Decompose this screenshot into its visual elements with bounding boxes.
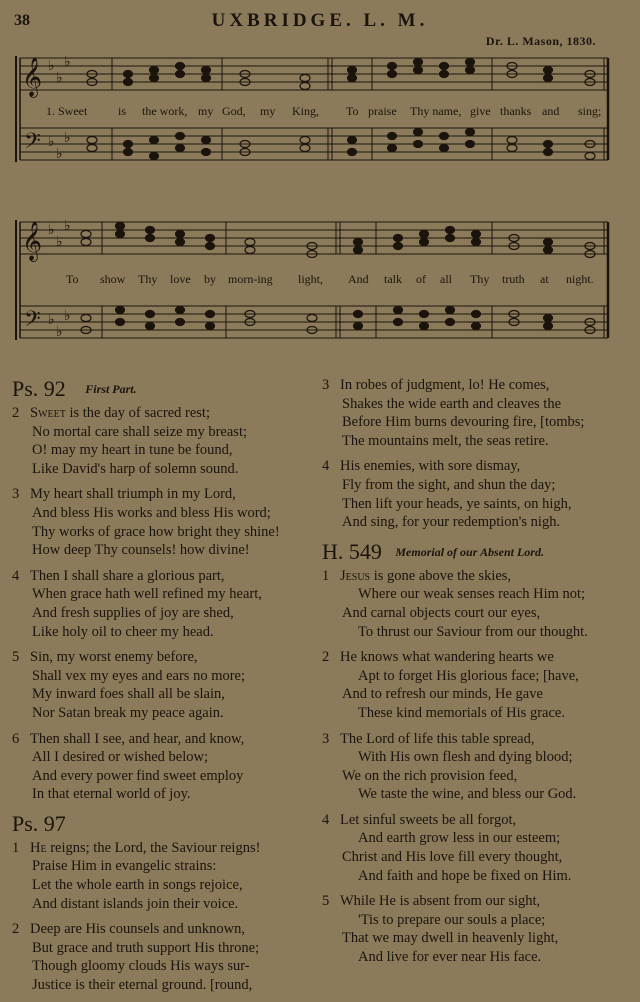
- verse-line: And fresh supplies of joy are shed,: [32, 604, 234, 621]
- hymn-subtitle: First Part.: [85, 382, 137, 396]
- verse-number: 2: [12, 405, 20, 421]
- verse-number: 2: [12, 921, 20, 938]
- svg-text:♭: ♭: [56, 234, 63, 250]
- verse: [12, 567, 312, 641]
- hymn-number: 97: [43, 810, 66, 836]
- verse-line: All I desired or wished below;: [32, 749, 208, 766]
- hymn-label: Ps.: [12, 810, 39, 836]
- page-number: 38: [14, 12, 30, 29]
- hymn-heading-ps97: [12, 811, 312, 837]
- svg-text:♭: ♭: [56, 146, 63, 162]
- verse: [322, 892, 628, 966]
- lyric-syllable: truth: [502, 272, 525, 286]
- verse: [12, 730, 312, 804]
- lyric-syllable: Thy name,: [410, 104, 462, 118]
- verse-line: He knows what wandering hearts we: [340, 649, 554, 666]
- svg-text:♭: ♭: [48, 312, 55, 328]
- verse-number: 4: [322, 458, 330, 475]
- verse-line: No mortal care shall seize my breast;: [32, 423, 248, 440]
- lyric-syllable: Thy: [138, 272, 158, 286]
- verse-line: Deep are His counsels and unknown,: [30, 921, 246, 938]
- verse-first-word: Sweet: [30, 405, 66, 421]
- verse-line: The mountains melt, the seas retire.: [342, 432, 549, 449]
- verse-line: When grace hath well refined my heart,: [32, 586, 262, 603]
- verse-number: 1: [12, 839, 20, 856]
- hymn-label: Ps.: [12, 376, 39, 401]
- verse-line: These kind memorials of His grace.: [358, 704, 565, 721]
- verse-line: Shakes the wide earth and cleaves the: [342, 395, 562, 412]
- verse-line: My heart shall triumph in my Lord,: [30, 486, 236, 503]
- svg-text:♭: ♭: [64, 218, 71, 234]
- composer-credit: Dr. L. Mason, 1830.: [485, 34, 596, 48]
- verse-line: And to refresh our minds, He gave: [342, 686, 543, 703]
- verse-first-word: Jesus: [340, 567, 371, 584]
- lyric-syllable: light,: [298, 272, 324, 286]
- verse-line: Though gloomy clouds His ways sur-: [32, 958, 250, 975]
- verse-line: Thy works of grace how bright they shine!: [32, 523, 280, 540]
- svg-text:♭: ♭: [48, 222, 55, 238]
- verse-line: And sing, for your redemption's nigh.: [342, 514, 561, 531]
- verse-line: To thrust our Saviour from our thought.: [358, 623, 588, 640]
- verse-number: 5: [322, 893, 330, 910]
- verse-line: Let sinful sweets be all forgot,: [340, 811, 517, 828]
- verse-line: Where our weak senses reach Him not;: [358, 586, 586, 603]
- verse-line: Then shall I see, and hear, and know,: [30, 730, 245, 747]
- verse: [12, 648, 312, 722]
- lyric-syllable: night.: [566, 272, 594, 286]
- verse-line: And every power find sweet employ: [32, 767, 244, 784]
- verse: [322, 376, 628, 450]
- verse-line: is the day of sacred rest;: [65, 405, 210, 421]
- verse-line: And carnal objects court our eyes,: [342, 604, 541, 621]
- verse-line: And live for ever near His face.: [358, 949, 542, 966]
- verse-line: And bless His works and bless His word;: [32, 504, 271, 521]
- verse-line: 'Tis to prepare our souls a place;: [358, 911, 546, 928]
- verse-line: Fly from the sight, and shun the day;: [342, 476, 556, 493]
- lyric-syllable: And: [348, 272, 369, 286]
- verse-line: And faith and hope be fixed on Him.: [358, 867, 572, 884]
- verse-number: 3: [12, 486, 20, 503]
- hymn-label: H.: [322, 538, 344, 564]
- verse-line: With His own flesh and dying blood;: [358, 749, 573, 766]
- verse-line: O! may my heart in tune be found,: [32, 442, 233, 459]
- verse-line: Then lift your heads, ye saints, on high,: [342, 495, 572, 512]
- verse-line: While He is absent from our sight,: [340, 893, 541, 910]
- verse-line: That we may dwell in heavenly light,: [342, 930, 559, 947]
- lyric-syllable: by: [204, 272, 216, 286]
- verse-line: We taste the wine, and bless our God.: [358, 786, 577, 803]
- verse-line: Before Him burns devouring fire, [tombs;: [342, 414, 585, 431]
- lyric-syllable: and: [542, 104, 560, 118]
- verse-line: Then I shall share a glorious part,: [30, 567, 225, 584]
- lyric-syllable: show: [100, 272, 126, 286]
- verse-number: 4: [12, 567, 20, 584]
- verse-line: The Lord of life this table spread,: [340, 730, 535, 747]
- lyric-syllable: of: [416, 272, 426, 286]
- hymn-subtitle: Memorial of our Absent Lord.: [395, 544, 544, 559]
- svg-text:♭: ♭: [64, 54, 71, 70]
- verse: [322, 730, 628, 804]
- lyric-syllable: love: [170, 272, 191, 286]
- verse-number: 1: [322, 567, 330, 584]
- lyric-syllable: 1. Sweet: [46, 104, 88, 118]
- lyric-syllable: To: [66, 272, 79, 286]
- verse-line: Christ and His love fill every thought,: [342, 849, 563, 866]
- verse-line: Let the whole earth in songs rejoice,: [32, 877, 243, 894]
- verse: [322, 457, 628, 531]
- svg-text:𝄢: 𝄢: [24, 129, 41, 159]
- verse-line: How deep Thy counsels! how divine!: [32, 542, 250, 559]
- verse-number: 5: [12, 649, 20, 666]
- verse-line: And earth grow less in our esteem;: [358, 830, 561, 847]
- verse: [322, 811, 628, 885]
- verse-line: We on the rich provision feed,: [342, 767, 518, 784]
- verse: [12, 404, 312, 478]
- lyric-syllable: praise: [368, 104, 397, 118]
- right-column: [322, 376, 628, 974]
- verse: [12, 839, 312, 913]
- verse-line: In robes of judgment, lo! He comes,: [340, 377, 550, 393]
- verse-number: 3: [322, 377, 330, 393]
- svg-text:𝄞: 𝄞: [22, 57, 43, 97]
- svg-text:♭: ♭: [64, 308, 71, 324]
- verse: [322, 567, 628, 641]
- svg-text:♭: ♭: [64, 130, 71, 146]
- verse-first-word: He: [30, 839, 47, 856]
- svg-text:𝄞: 𝄞: [22, 221, 43, 261]
- svg-text:♭: ♭: [56, 70, 63, 86]
- verse-line: reigns; the Lord, the Saviour reigns!: [46, 839, 261, 856]
- verse-number: 2: [322, 649, 330, 666]
- lyric-syllable: all: [440, 272, 452, 286]
- lyric-syllable: God,: [222, 104, 246, 118]
- svg-text:♭: ♭: [48, 58, 55, 74]
- verse-number: 3: [322, 730, 330, 747]
- tune-title: UXBRIDGE. L. M.: [211, 10, 429, 31]
- verse-line: Like holy oil to cheer my head.: [32, 623, 214, 640]
- lyric-syllable: Thy: [470, 272, 490, 286]
- lyric-syllable: my: [260, 104, 276, 118]
- verse-line: And distant islands join their voice.: [32, 895, 239, 912]
- verse-line: Like David's harp of solemn sound.: [32, 460, 239, 477]
- hymn-heading-ps92: [12, 376, 312, 402]
- lyric-syllable: sing;: [578, 104, 602, 118]
- lyric-syllable: at: [540, 272, 549, 286]
- lyric-syllable: thanks: [500, 104, 532, 118]
- svg-text:𝄢: 𝄢: [24, 307, 41, 337]
- lyric-syllable: talk: [384, 272, 402, 286]
- lyric-syllable: give: [470, 104, 491, 118]
- hymn-heading-h549: [322, 539, 628, 565]
- lyric-syllable: To: [346, 104, 359, 118]
- verse-line: Nor Satan break my peace again.: [32, 704, 224, 721]
- verse-number: 6: [12, 730, 20, 747]
- verse-line: But grace and truth support His throne;: [32, 939, 260, 956]
- left-column: [12, 376, 312, 1002]
- verse-number: 4: [322, 811, 330, 828]
- verse-line: Praise Him in evangelic strains:: [32, 858, 217, 875]
- hymn-number: 549: [348, 538, 382, 564]
- lyric-syllable: morn-ing: [228, 272, 273, 286]
- verse-line: In that eternal world of joy.: [32, 786, 191, 803]
- verse-line: Shall vex my eyes and ears no more;: [32, 667, 246, 684]
- verse-line: is gone above the skies,: [370, 567, 512, 584]
- verse-line: His enemies, with sore dismay,: [340, 458, 521, 475]
- verse: [322, 648, 628, 722]
- verse-line: My inward foes shall all be slain,: [32, 686, 225, 703]
- verse: [12, 920, 312, 994]
- svg-text:♭: ♭: [48, 134, 55, 150]
- verse-line: Justice is their eternal ground. [round,: [32, 977, 253, 994]
- lyric-syllable: King,: [292, 104, 319, 118]
- svg-text:♭: ♭: [56, 324, 63, 340]
- verse: [12, 485, 312, 559]
- lyric-syllable: is: [118, 104, 127, 118]
- verse-line: Apt to forget His glorious face; [have,: [358, 667, 579, 684]
- verse-line: Sin, my worst enemy before,: [30, 649, 198, 666]
- lyric-syllable: the work,: [142, 104, 188, 118]
- hymn-number: 92: [43, 376, 66, 401]
- lyric-syllable: my: [198, 104, 214, 118]
